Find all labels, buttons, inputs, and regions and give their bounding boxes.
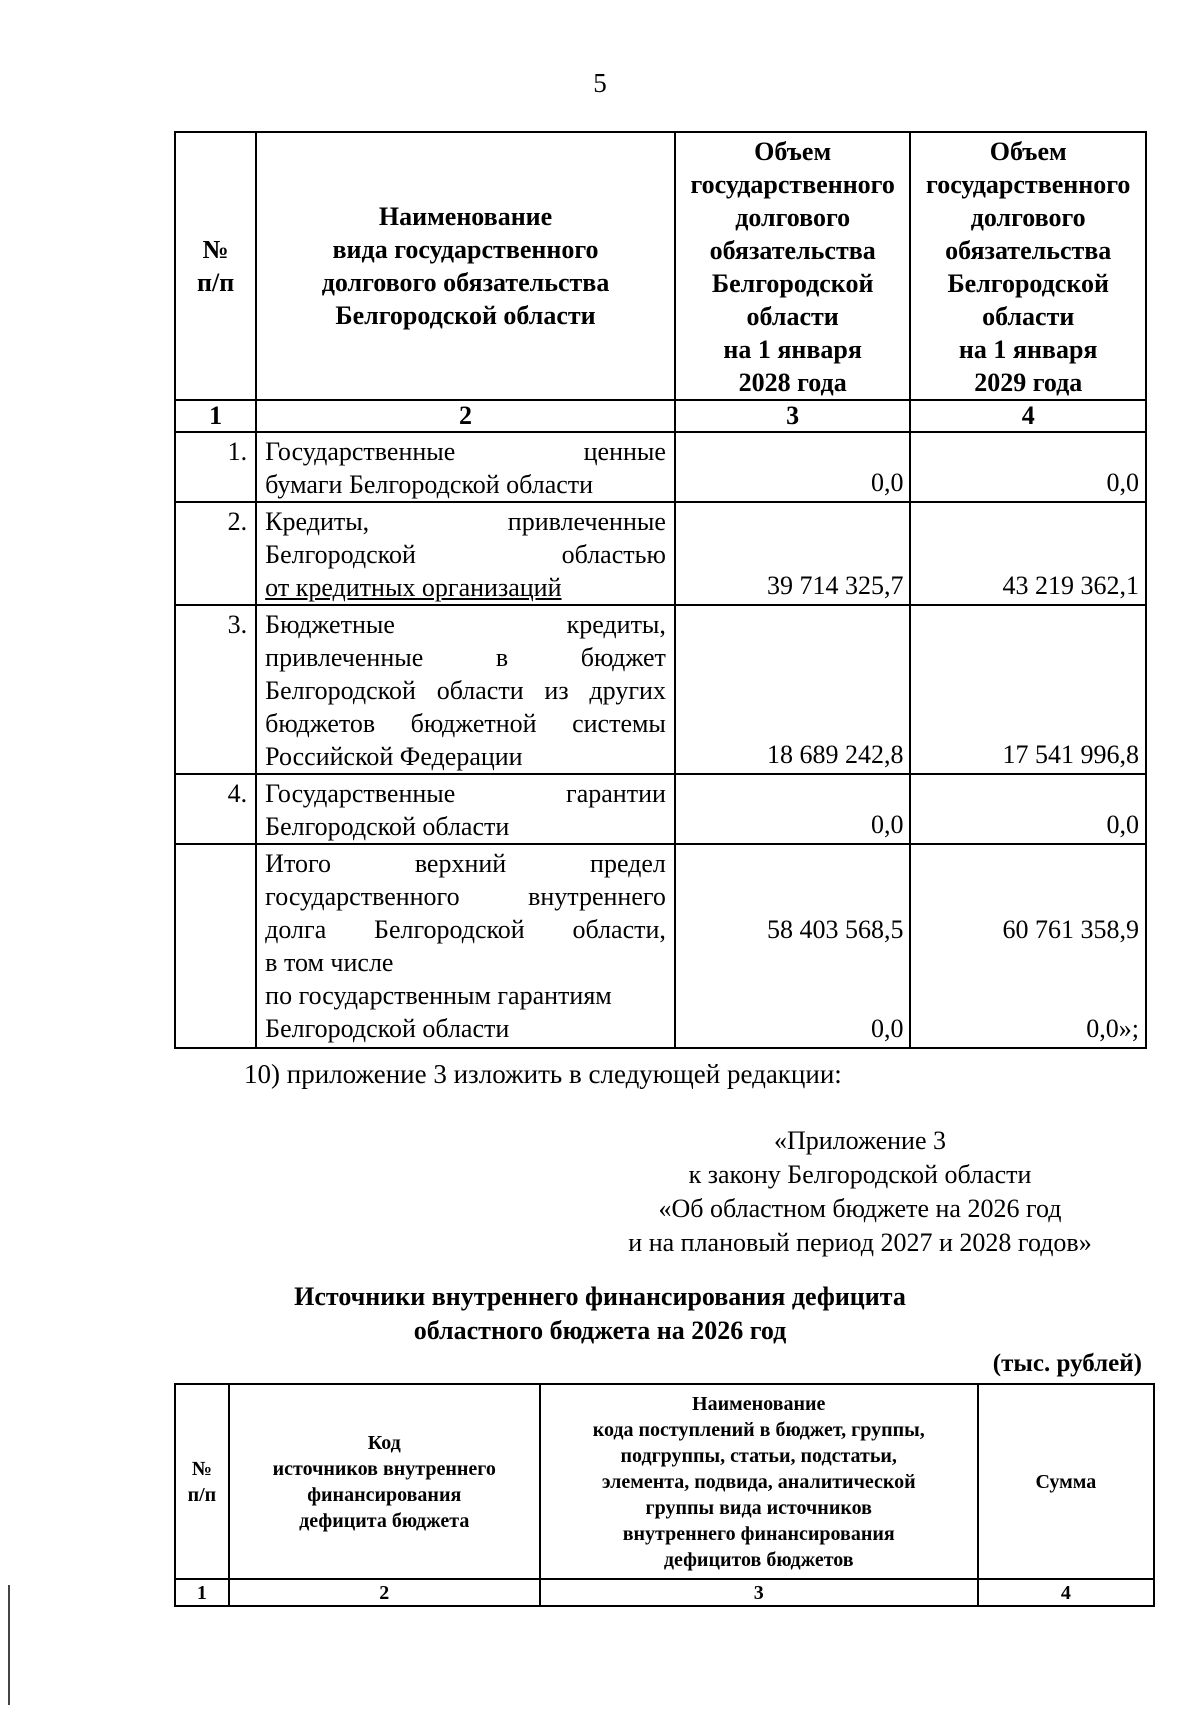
column-number: 2 bbox=[229, 1579, 540, 1606]
appendix-heading: «Приложение 3 к закону Белгородской области «Об областном бюджете на 2026 год и на плановый период 2027 и 2028 годов» bbox=[628, 1126, 1092, 1257]
row-number: 2. bbox=[175, 502, 256, 605]
header-line: Белгородской bbox=[711, 269, 874, 298]
table-row bbox=[175, 605, 1146, 774]
header-line: на 1 января bbox=[958, 335, 1098, 364]
header-line: Объем bbox=[989, 137, 1067, 166]
header-line: долгового обязательства bbox=[321, 268, 610, 297]
scan-artifact bbox=[8, 1585, 10, 1705]
header-name: Наименование кода поступлений в бюджет, группы, подгруппы, статьи, подстатьи, элемента, подвида, аналитической группы вида источников внутреннего финансирования дефицитов бюджетов bbox=[540, 1384, 978, 1579]
total-name: Итого верхний предел государственного внутреннего долга Белгородской области, в том числе по государственным гарантиям Белгородской области bbox=[256, 844, 675, 1048]
header-line: вида государственного bbox=[332, 235, 599, 264]
value-2028: 0,0 bbox=[675, 432, 911, 502]
table-header-row bbox=[175, 1384, 1154, 1579]
section-title: Источники внутреннего финансирования дефицита областного бюджета на 2026 год bbox=[294, 1282, 906, 1345]
header-line: п/п bbox=[196, 268, 235, 297]
header-name bbox=[256, 132, 675, 400]
header-volume-2029 bbox=[910, 132, 1146, 400]
header-line: 2029 года bbox=[974, 368, 1083, 397]
value-2029: 17 541 996,8 bbox=[910, 605, 1146, 774]
value-2029: 0,0 bbox=[910, 432, 1146, 502]
total-debt-2028: 58 403 568,5 bbox=[766, 915, 904, 944]
state-debt-table bbox=[174, 131, 1147, 1049]
row-number: 1. bbox=[175, 432, 256, 502]
header-volume-2028 bbox=[675, 132, 911, 400]
header-line: Белгородской области bbox=[335, 301, 596, 330]
header-line: долгового bbox=[970, 203, 1086, 232]
column-number: 4 bbox=[978, 1579, 1154, 1606]
column-number: 1 bbox=[175, 400, 256, 432]
row-name: Кредиты, привлеченные Белгородской областью от кредитных организаций bbox=[256, 502, 675, 605]
row-number: 4. bbox=[175, 774, 256, 844]
header-line: государственного bbox=[926, 170, 1131, 199]
column-number-row bbox=[175, 1579, 1154, 1606]
header-line: на 1 января bbox=[723, 335, 862, 364]
total-value-2029 bbox=[910, 844, 1146, 1048]
deficit-financing-table bbox=[174, 1383, 1155, 1607]
units-label: (тыс. рублей) bbox=[992, 1350, 1142, 1377]
table-row bbox=[175, 502, 1146, 605]
table-header-row bbox=[175, 132, 1146, 400]
header-line: Объем bbox=[754, 137, 832, 166]
header-code: Код источников внутреннего финансирования дефицита бюджета bbox=[229, 1384, 540, 1579]
header-line: обязательства bbox=[709, 236, 876, 265]
header-sum: Сумма bbox=[978, 1384, 1154, 1579]
header-line: области bbox=[982, 302, 1075, 331]
row-name: Бюджетные кредиты, привлеченные в бюджет Белгородской области из других бюджетов бюджетной системы Российской Федерации bbox=[256, 605, 675, 774]
header-line: обязательства bbox=[945, 236, 1112, 265]
page-number: 5 bbox=[593, 68, 607, 98]
column-number: 3 bbox=[540, 1579, 978, 1606]
column-number-row bbox=[175, 400, 1146, 432]
guarantees-2028: 0,0 bbox=[870, 1014, 904, 1043]
value-2029: 43 219 362,1 bbox=[910, 502, 1146, 605]
column-number: 2 bbox=[256, 400, 675, 432]
row-number: 3. bbox=[175, 605, 256, 774]
header-line: государственного bbox=[690, 170, 895, 199]
header-number bbox=[175, 132, 256, 400]
value-2029: 0,0 bbox=[910, 774, 1146, 844]
column-number: 1 bbox=[175, 1579, 229, 1606]
total-debt-2029: 60 761 358,9 bbox=[1002, 915, 1139, 944]
header-line: Белгородской bbox=[947, 269, 1109, 298]
header-line: 2028 года bbox=[738, 368, 847, 397]
value-2028: 39 714 325,7 bbox=[675, 502, 911, 605]
row-name: Государственные гарантии Белгородской области bbox=[256, 774, 675, 844]
total-value-2028 bbox=[675, 844, 911, 1048]
header-line: Наименование bbox=[378, 202, 553, 231]
column-number: 3 bbox=[675, 400, 911, 432]
header-line: области bbox=[746, 302, 839, 331]
header-line: долгового bbox=[735, 203, 851, 232]
row-name: Государственные ценные бумаги Белгородской области bbox=[256, 432, 675, 502]
table-row bbox=[175, 432, 1146, 502]
header-line: № bbox=[202, 235, 229, 264]
guarantees-2029: 0,0»; bbox=[1086, 1014, 1139, 1043]
header-number: № п/п bbox=[175, 1384, 229, 1579]
value-2028: 18 689 242,8 bbox=[675, 605, 911, 774]
value-2028: 0,0 bbox=[675, 774, 911, 844]
total-row bbox=[175, 844, 1146, 1048]
table-row bbox=[175, 774, 1146, 844]
amendment-paragraph: 10) приложение 3 изложить в следующей редакции: bbox=[244, 1059, 842, 1089]
column-number: 4 bbox=[910, 400, 1146, 432]
